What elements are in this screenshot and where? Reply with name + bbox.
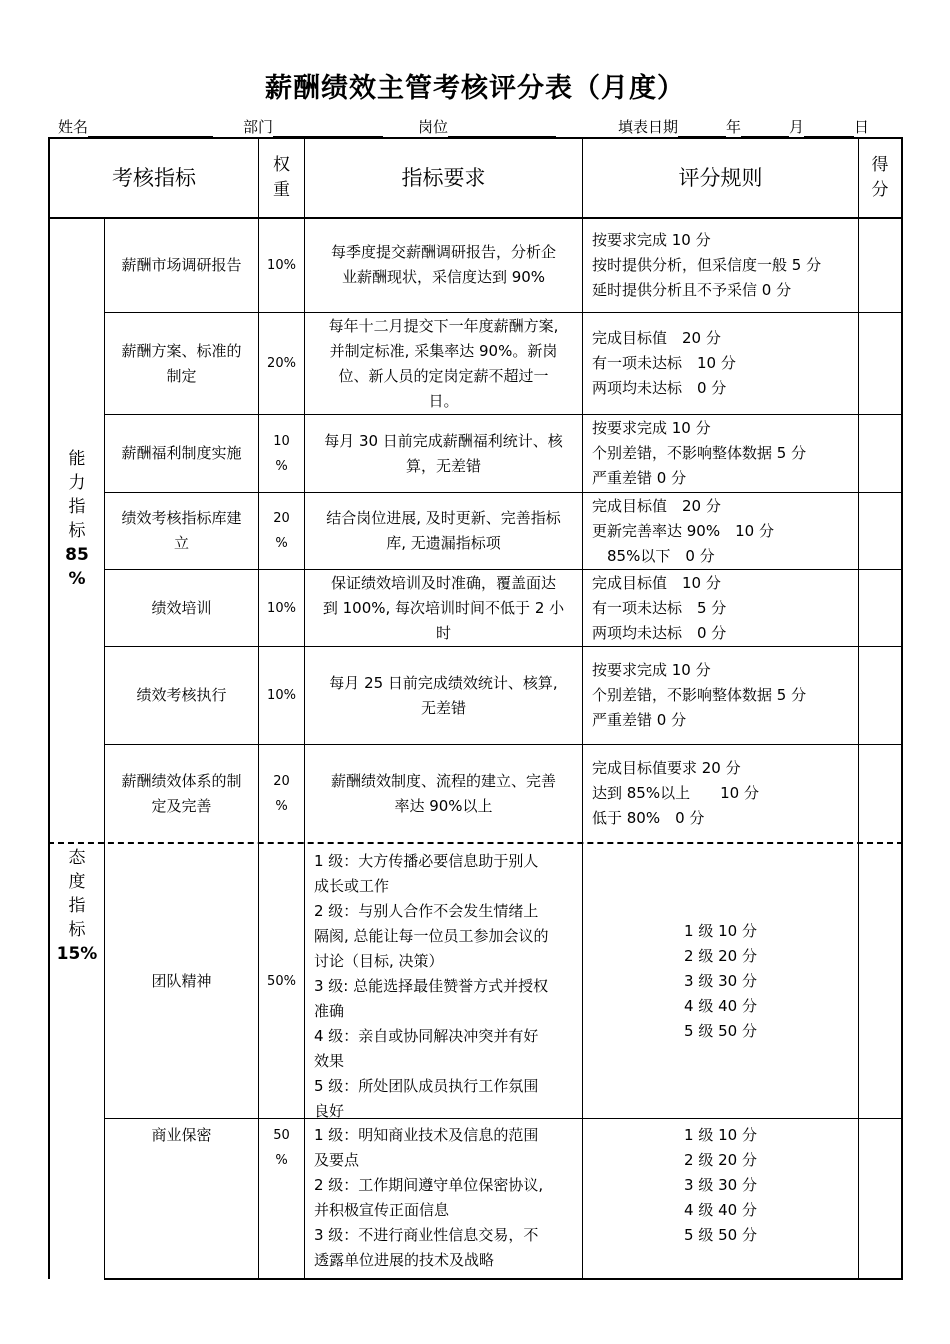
post-label: 岗位	[418, 118, 449, 136]
rule-line: 3 级 30 分	[684, 972, 757, 990]
req-line: 每月 25 日前完成绩效统计、核算,	[329, 673, 558, 692]
weight-line: 10%	[267, 600, 296, 616]
weight-line: 10%	[267, 257, 296, 273]
item-cell	[105, 313, 258, 414]
rule-line: 两项均未达标 0 分	[592, 623, 727, 642]
rule-line: 5 级 50 分	[684, 1022, 757, 1040]
req-line: 率达 90%以上	[394, 796, 493, 815]
weight-cell	[259, 493, 304, 569]
rule-line: 3 级 30 分	[684, 1176, 757, 1194]
item-cell	[105, 1119, 258, 1278]
score-input-cell[interactable]	[859, 647, 901, 744]
req-line: 无差错	[420, 698, 466, 717]
weight-cell	[259, 745, 304, 842]
table-bottom-border	[104, 1278, 903, 1280]
req-line: 2 级：工作期间遵守单位保密协议,	[314, 1176, 544, 1194]
weight-cell	[259, 218, 304, 312]
score-input-cell[interactable]	[859, 493, 901, 569]
req-line: 结合岗位进展, 及时更新、完善指标	[326, 509, 561, 527]
rule-line: 完成目标值 20 分	[592, 329, 721, 347]
group-percent: 15%	[56, 944, 98, 964]
req-line: 效果	[314, 1052, 345, 1070]
rule-line: 85%以下 0 分	[592, 546, 715, 565]
item-line: 薪酬市场调研报告	[121, 255, 242, 274]
item-line: 团队精神	[151, 972, 212, 990]
header-score-line: 分	[871, 180, 889, 200]
weight-line: %	[275, 536, 288, 551]
item-line: 商业保密	[151, 1126, 212, 1144]
item-line: 绩效考核执行	[136, 686, 227, 704]
req-line: 4 级：亲自或协同解决冲突并有好	[314, 1027, 539, 1045]
req-line: 并制定标准, 采集率达 90%。新岗	[329, 341, 558, 360]
item-line: 绩效考核指标库建	[121, 509, 242, 527]
date-label: 填表日期	[618, 118, 679, 136]
rule-line: 2 级 20 分	[684, 1151, 757, 1169]
weight-cell	[259, 1119, 304, 1278]
req-line: 成长或工作	[314, 877, 390, 895]
weight-line: %	[275, 1153, 288, 1168]
group-percent: 85	[65, 545, 89, 565]
weight-line: 10	[273, 433, 290, 449]
req-line: 1 级：大方传播必要信息助于别人	[314, 852, 539, 870]
rule-cell	[583, 218, 858, 312]
rule-line: 严重差错 0 分	[592, 469, 687, 487]
req-line: 每年十二月提交下一年度薪酬方案,	[328, 316, 559, 335]
req-line: 及要点	[314, 1151, 360, 1169]
req-line: 每月 30 日前完成薪酬福利统计、核	[324, 431, 563, 450]
month-label: 月	[789, 118, 805, 136]
rule-cell	[583, 1119, 858, 1278]
group-name-char: 度	[68, 872, 86, 892]
rule-line: 延时提供分析且不予采信 0 分	[592, 280, 792, 299]
req-line: 算，无差错	[405, 456, 481, 475]
score-input-cell[interactable]	[859, 745, 901, 842]
group-divider-dashed	[48, 842, 903, 844]
rule-line: 低于 80% 0 分	[592, 809, 705, 827]
item-line: 薪酬福利制度实施	[121, 444, 242, 462]
rule-line: 两项均未达标 0 分	[592, 379, 727, 397]
req-line: 位、新人员的定岗定薪不超过一	[338, 366, 549, 385]
rule-line: 有一项未达标 5 分	[592, 598, 727, 617]
score-input-cell[interactable]	[859, 1119, 901, 1278]
req-cell	[305, 845, 582, 1118]
name-label: 姓名	[58, 118, 89, 136]
item-line: 定及完善	[151, 796, 212, 815]
weight-cell	[259, 845, 304, 1118]
weight-cell	[259, 570, 304, 646]
weight-line: 50	[273, 1128, 290, 1143]
item-cell	[105, 570, 258, 646]
weight-line: %	[275, 458, 288, 474]
rule-line: 5 级 50 分	[684, 1226, 757, 1244]
rule-line: 有一项未达标 10 分	[592, 354, 736, 372]
weight-line: 10%	[267, 688, 296, 703]
item-cell	[105, 218, 258, 312]
req-line: 3 级: 总能选择最佳赞誉方式并授权	[314, 977, 549, 995]
group-name-char: 标	[68, 920, 86, 940]
item-cell	[105, 745, 258, 842]
weight-line: 20	[273, 511, 290, 526]
req-cell	[305, 218, 582, 312]
group-name-char: 力	[68, 473, 86, 493]
req-line: 5 级：所处团队成员执行工作氛围	[314, 1077, 539, 1095]
req-line: 并积极宣传正面信息	[314, 1201, 450, 1219]
req-cell	[305, 647, 582, 744]
group-name-char: 指	[68, 497, 86, 517]
rule-line: 4 级 40 分	[684, 997, 757, 1015]
dept-label: 部门	[243, 118, 274, 136]
year-label: 年	[726, 118, 742, 136]
weight-cell	[259, 647, 304, 744]
table-left-border	[48, 137, 50, 1279]
rule-line: 1 级 10 分	[684, 922, 757, 940]
req-line: 时	[435, 623, 451, 642]
item-line: 立	[173, 534, 189, 552]
item-cell	[105, 493, 258, 569]
rule-line: 2 级 20 分	[684, 947, 757, 965]
rule-line: 按要求完成 10 分	[592, 661, 711, 679]
item-line: 制定	[166, 366, 197, 385]
req-line: 日。	[428, 391, 459, 410]
score-input-cell[interactable]	[859, 313, 901, 414]
req-line: 保证绩效培训及时准确，覆盖面达	[330, 573, 556, 592]
req-line: 到 100%, 每次培训时间不低于 2 小	[322, 598, 565, 617]
req-line: 1 级：明知商业技术及信息的范围	[314, 1126, 539, 1144]
header-score	[859, 139, 901, 217]
rule-line: 4 级 40 分	[684, 1201, 757, 1219]
req-line: 良好	[314, 1102, 345, 1120]
rule-line: 完成目标值 10 分	[592, 573, 721, 592]
header-weight-line: 权	[273, 155, 290, 175]
item-cell	[105, 845, 258, 1118]
req-line: 3 级：不进行商业性信息交易，不	[314, 1226, 539, 1244]
header-rule: 评分规则	[678, 165, 763, 190]
req-line: 薪酬绩效制度、流程的建立、完善	[330, 771, 556, 790]
req-line: 业薪酬现状，采信度达到 90%	[341, 268, 546, 286]
req-line: 每季度提交薪酬调研报告，分析企	[330, 243, 556, 261]
group-name-char: 指	[68, 896, 86, 916]
rule-line: 严重差错 0 分	[592, 711, 687, 729]
req-cell	[305, 415, 582, 492]
rule-cell	[583, 845, 858, 1118]
rule-line: 按要求完成 10 分	[592, 230, 711, 249]
item-cell	[105, 647, 258, 744]
weight-cell	[259, 415, 304, 492]
group-name-char: 态	[68, 848, 86, 868]
group-ability-label	[50, 444, 104, 594]
weight-line: 20	[273, 773, 290, 789]
day-label: 日	[854, 118, 870, 136]
rule-line: 完成目标值 20 分	[592, 496, 721, 515]
rule-line: 个别差错，不影响整体数据 5 分	[592, 686, 807, 704]
req-cell	[305, 1119, 582, 1278]
item-line: 绩效培训	[151, 598, 212, 617]
group-name-char: 能	[68, 449, 86, 469]
rule-line: 按时提供分析，但采信度一般 5 分	[592, 255, 822, 274]
header-score-line: 得	[871, 155, 889, 175]
score-input-cell[interactable]	[859, 570, 901, 646]
req-line: 隔阂, 总能让每一位员工参加会议的	[314, 927, 549, 945]
rule-cell	[583, 745, 858, 842]
rule-line: 按要求完成 10 分	[592, 419, 711, 437]
req-cell	[305, 570, 582, 646]
rule-cell	[583, 313, 858, 414]
group-name-char: 标	[68, 521, 86, 541]
header-weight-line: 重	[273, 180, 290, 200]
table-right-border	[901, 137, 903, 1279]
page-title: 薪酬绩效主管考核评分表（月度）	[265, 73, 685, 104]
weight-line: 20%	[267, 356, 296, 371]
req-cell	[305, 313, 582, 414]
item-line: 薪酬绩效体系的制	[121, 771, 242, 790]
rule-line: 1 级 10 分	[684, 1126, 757, 1144]
rule-line: 达到 85%以上 10 分	[592, 784, 759, 802]
group-attitude-label	[50, 846, 104, 970]
header-indicator: 考核指标	[112, 165, 196, 190]
rule-line: 更新完善率达 90% 10 分	[592, 521, 774, 540]
req-cell	[305, 493, 582, 569]
rule-cell	[583, 570, 858, 646]
rule-cell	[583, 493, 858, 569]
rule-cell	[583, 415, 858, 492]
req-line: 透露单位进展的技术及战略	[314, 1251, 495, 1269]
weight-line: %	[275, 798, 288, 814]
req-line: 准确	[314, 1002, 345, 1020]
weight-line: 50%	[267, 974, 296, 989]
group-percent: %	[68, 569, 86, 589]
req-line: 2 级：与别人合作不会发生情绪上	[314, 902, 539, 920]
header-weight	[259, 139, 304, 217]
req-line: 讨论（目标, 决策）	[314, 952, 444, 970]
req-line: 库, 无遗漏指标项	[386, 534, 501, 552]
score-input-cell[interactable]	[859, 845, 901, 1118]
score-input-cell[interactable]	[859, 218, 901, 312]
rule-line: 完成目标值要求 20 分	[592, 759, 741, 777]
rule-cell	[583, 647, 858, 744]
score-input-cell[interactable]	[859, 415, 901, 492]
rule-line: 个别差错，不影响整体数据 5 分	[592, 444, 807, 462]
item-cell	[105, 415, 258, 492]
header-requirement: 指标要求	[401, 165, 486, 190]
req-cell	[305, 745, 582, 842]
weight-cell	[259, 313, 304, 414]
item-line: 薪酬方案、标准的	[121, 341, 242, 360]
